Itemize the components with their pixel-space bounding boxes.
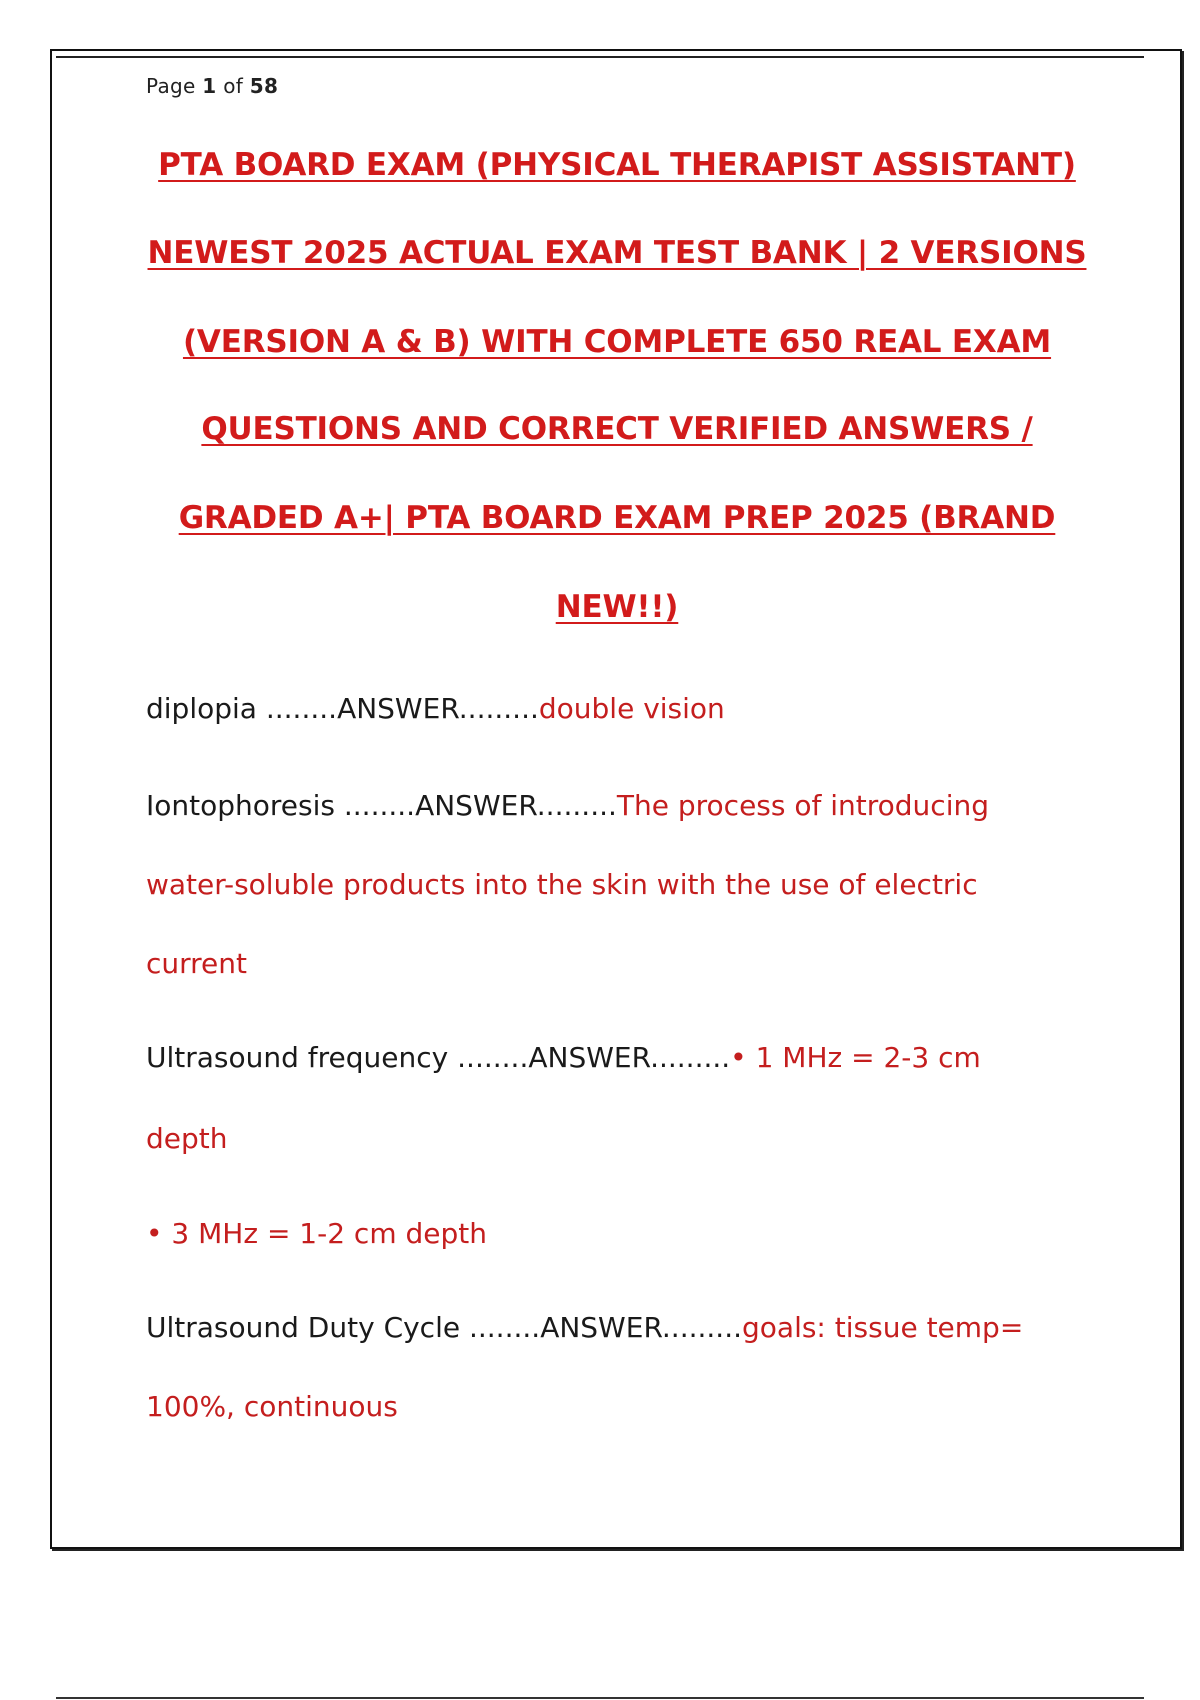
page-number <box>146 74 278 98</box>
entry-answer: The process of introducing <box>616 789 989 822</box>
page-total: 58 <box>249 74 279 98</box>
entry-term: diplopia <box>146 692 266 725</box>
entry-term: Ultrasound Duty Cycle <box>146 1311 469 1344</box>
entry-answer: • 1 MHz = 2-3 cm <box>730 1041 981 1074</box>
entry-diplopia <box>146 692 725 725</box>
title-line-1: PTA BOARD EXAM (PHYSICAL THERAPIST ASSISTANT) <box>158 147 1076 183</box>
entry-answer-continued: water-soluble products into the skin with the use of electric <box>146 868 978 901</box>
entry-term: Iontophoresis <box>146 789 344 822</box>
entry-answer-continued: depth <box>146 1122 228 1155</box>
answer-separator: ........ANSWER......... <box>343 789 617 822</box>
entry-term: Ultrasound frequency <box>146 1041 458 1074</box>
title-line-3: (VERSION A & B) WITH COMPLETE 650 REAL EXAM <box>182 324 1052 360</box>
top-rule <box>56 56 1144 58</box>
answer-separator: ........ANSWER......... <box>468 1311 742 1344</box>
title-line-4: QUESTIONS AND CORRECT VERIFIED ANSWERS / <box>201 411 1033 447</box>
title-line-2: NEWEST 2025 ACTUAL EXAM TEST BANK | 2 VERSIONS <box>147 235 1087 271</box>
page-current: 1 <box>202 74 217 98</box>
entry-answer-continued: 100%, continuous <box>146 1390 398 1423</box>
entry-answer: double vision <box>538 692 725 725</box>
answer-separator: ........ANSWER......... <box>457 1041 731 1074</box>
entry-answer: goals: tissue temp= <box>742 1311 1024 1344</box>
page-of: of <box>223 74 244 98</box>
answer-separator: ........ANSWER......... <box>265 692 539 725</box>
entry-ultrasound-duty-cycle <box>146 1311 1023 1344</box>
entry-ultrasound-frequency <box>146 1041 981 1074</box>
entry-iontophoresis <box>146 789 989 822</box>
bottom-rule <box>56 1697 1144 1699</box>
entry-answer-continued: current <box>146 947 248 980</box>
entry-answer-continued: • 3 MHz = 1-2 cm depth <box>146 1217 488 1250</box>
title-line-6: NEW!!) <box>555 589 679 625</box>
page-label: Page <box>146 74 196 98</box>
title-line-5: GRADED A+| PTA BOARD EXAM PREP 2025 (BRAND <box>178 500 1056 536</box>
